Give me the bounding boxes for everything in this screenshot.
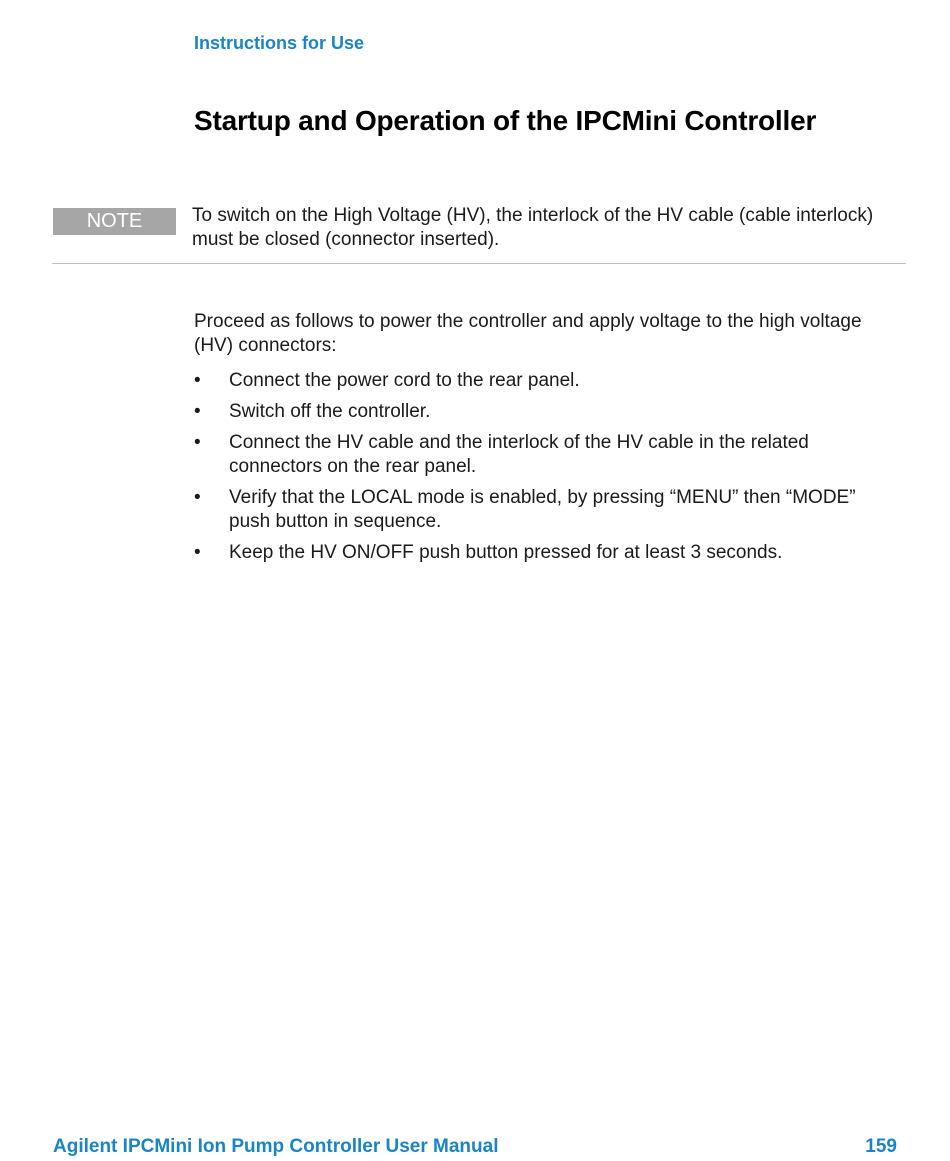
step-text: Verify that the LOCAL mode is enabled, by pressing “MENU” then “MODE” push button in sequence.: [229, 487, 856, 532]
bullet-icon: •: [194, 432, 201, 453]
list-item: [194, 486, 874, 534]
bullet-icon: •: [194, 370, 201, 391]
list-item: [194, 400, 874, 424]
note-text: To switch on the High Voltage (HV), the interlock of the HV cable (cable interlock) must be closed (connector inserted).: [192, 205, 874, 250]
list-item: [194, 369, 874, 393]
bullet-icon: •: [194, 542, 201, 563]
intro-paragraph: Proceed as follows to power the controller and apply voltage to the high voltage (HV) connectors:: [194, 311, 862, 356]
list-item: [194, 541, 874, 565]
steps-list: [194, 369, 874, 572]
bullet-icon: •: [194, 487, 201, 508]
bullet-icon: •: [194, 401, 201, 422]
step-text: Switch off the controller.: [229, 401, 431, 422]
footer-manual-title: Agilent IPCMini Ion Pump Controller User Manual: [53, 1136, 499, 1157]
list-item: [194, 431, 874, 479]
note-divider: [52, 263, 906, 264]
step-text: Connect the power cord to the rear panel.: [229, 370, 580, 391]
step-text: Connect the HV cable and the interlock of the HV cable in the related connectors on the rear panel.: [229, 432, 809, 477]
running-header: Instructions for Use: [194, 33, 365, 53]
footer-page-number: 159: [865, 1136, 897, 1157]
page-title: Startup and Operation of the IPCMini Controller: [194, 105, 817, 136]
step-text: Keep the HV ON/OFF push button pressed for at least 3 seconds.: [229, 542, 783, 563]
note-badge: NOTE: [53, 208, 176, 235]
